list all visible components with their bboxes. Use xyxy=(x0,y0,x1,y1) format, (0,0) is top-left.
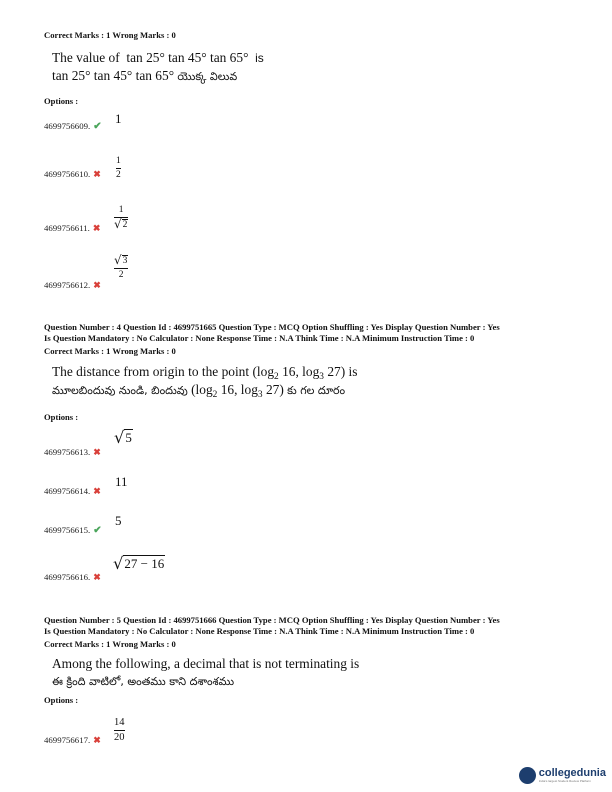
correct-check-icon: ✔ xyxy=(93,121,102,132)
option-value: 1 xyxy=(115,111,122,126)
option-id-row: 4699756614. ✖ xyxy=(44,486,101,496)
q3-question-te: tan 25° tan 45° tan 65° యొక్క విలువ xyxy=(52,68,238,83)
option-id-row: 4699756616. ✖ xyxy=(44,572,101,582)
q4-marks: Correct Marks : 1 Wrong Marks : 0 xyxy=(44,346,176,356)
option-id-row: 4699756617. ✖ xyxy=(44,735,101,745)
option-value: √ 27 − 16 xyxy=(113,553,165,573)
option-fraction: $\frac{1}{2}$ xyxy=(116,156,121,180)
wrong-cross-icon: ✖ xyxy=(93,169,101,179)
q4-meta-line1: Question Number : 4 Question Id : 4699751665 Question Type : MCQ Option Shuffling : Yes Display Question Number : Yes xyxy=(44,322,500,332)
q3-options-label: Options : xyxy=(44,96,79,106)
option-fraction: 1 √ 2 xyxy=(114,205,128,232)
q3-question-en: The value of tan 25° tan 45° tan 65° is xyxy=(52,50,264,65)
graduate-icon xyxy=(519,767,536,784)
option-id-row: 4699756613. ✖ xyxy=(44,447,101,457)
option-fraction: √ 3 2 xyxy=(114,253,128,280)
wrong-cross-icon: ✖ xyxy=(93,280,101,290)
option-id-row: 4699756611. ✖ xyxy=(44,223,101,233)
option-id-row: 4699756615. ✔ xyxy=(44,525,102,536)
collegedunia-logo: collegedunia India's largest Student Review Platform xyxy=(519,767,606,784)
wrong-cross-icon: ✖ xyxy=(93,735,101,745)
q3-marks: Correct Marks : 1 Wrong Marks : 0 xyxy=(44,30,176,40)
q5-question-te: ఈ క్రింది వాటిలో, అంతము కాని దశాంశము xyxy=(52,675,235,688)
q4-meta-line2: Is Question Mandatory : No Calculator : None Response Time : N.A Think Time : N.A Minimum Instruction Time : 0 xyxy=(44,333,475,343)
q4-question-en: The distance from origin to the point ($\log_2$ 16, $\log_3 27$) is xyxy=(52,364,358,382)
q4-question-te: మూలబిందువు నుండి, బిందువు ($\log_2$ 16, $\log_3 27$) కు గల దూరం xyxy=(52,382,346,400)
wrong-cross-icon: ✖ xyxy=(92,223,101,233)
option-id-row: 4699756609. ✔ xyxy=(44,121,102,132)
option-id-row: 4699756610. ✖ xyxy=(44,169,101,179)
q5-meta-line2: Is Question Mandatory : No Calculator : None Response Time : N.A Think Time : N.A Minimum Instruction Time : 0 xyxy=(44,626,475,636)
wrong-cross-icon: ✖ xyxy=(93,572,101,582)
correct-check-icon: ✔ xyxy=(93,525,102,536)
q5-meta-line1: Question Number : 5 Question Id : 4699751666 Question Type : MCQ Option Shuffling : Yes Display Question Number : Yes xyxy=(44,615,500,625)
q4-options-label: Options : xyxy=(44,412,79,422)
q5-question-en: Among the following, a decimal that is not terminating is xyxy=(52,656,360,671)
option-value: √ 5 xyxy=(114,427,132,447)
wrong-cross-icon: ✖ xyxy=(93,447,101,457)
q5-options-label: Options : xyxy=(44,695,79,705)
option-fraction: $\frac{14}{20}$ xyxy=(114,717,125,743)
option-value: 11 xyxy=(115,474,128,489)
option-value: 5 xyxy=(115,513,122,528)
option-id-row: 4699756612. ✖ xyxy=(44,280,101,290)
wrong-cross-icon: ✖ xyxy=(93,486,101,496)
q5-marks: Correct Marks : 1 Wrong Marks : 0 xyxy=(44,639,176,649)
